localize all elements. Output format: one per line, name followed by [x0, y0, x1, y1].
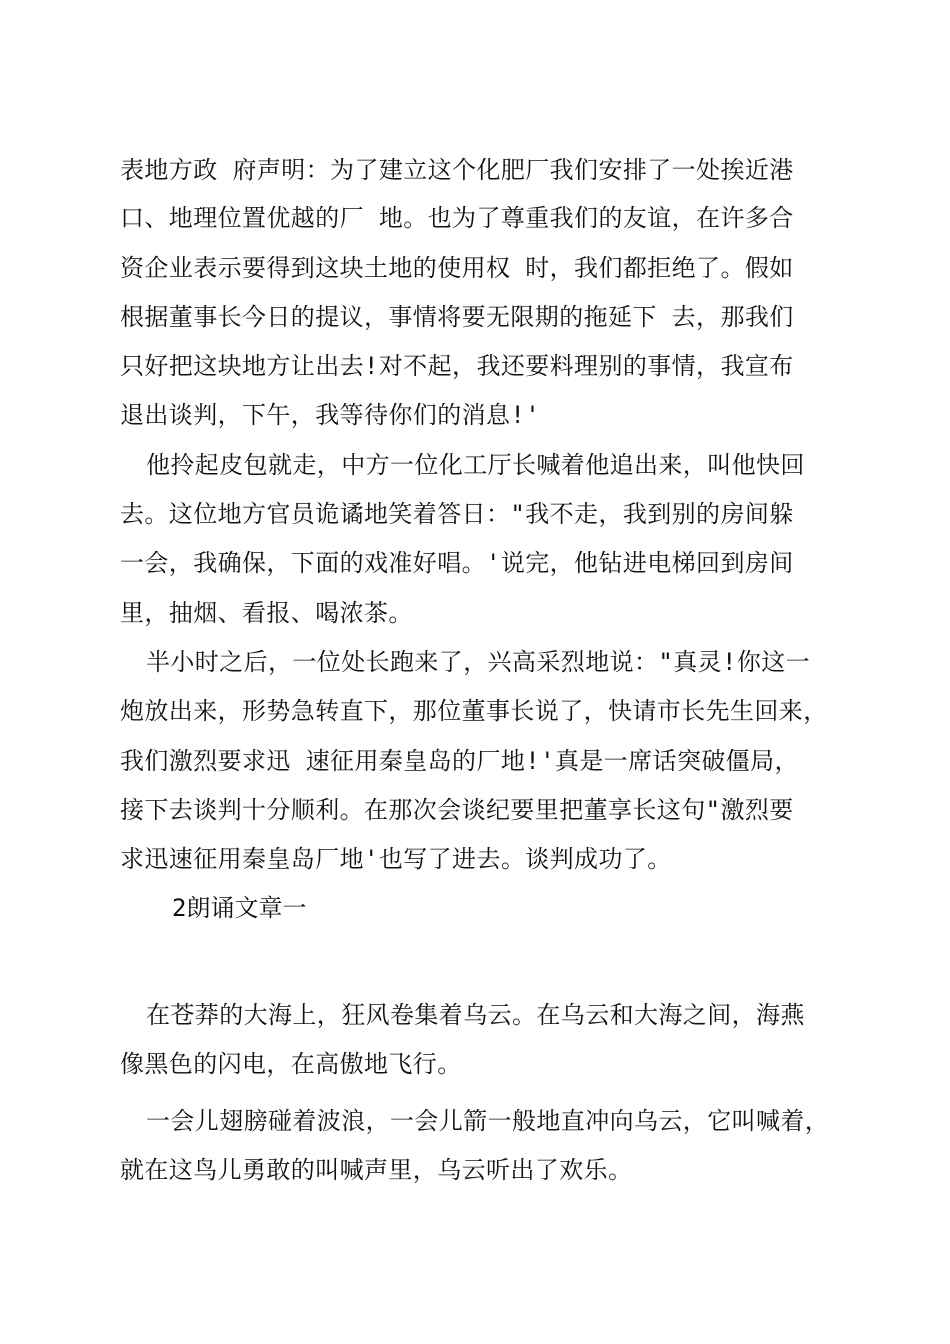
- text-line: 求迅速征用秦皇岛厂地'也写了进去。谈判成功了。: [120, 845, 672, 873]
- text-line: 根据董事长今日的提议，事情将要无限期的拖延下 去，那我们: [120, 303, 794, 331]
- text-line: 口、地理位置优越的厂 地。也为了尊重我们的友谊，在许多合: [120, 204, 794, 232]
- text-line: 里，抽烟、看报、喝浓茶。: [120, 599, 413, 627]
- text-line: 表地方政 府声明：为了建立这个化肥厂我们安排了一处挨近港: [120, 156, 794, 184]
- text-line: 像黑色的闪电，在高傲地飞行。: [120, 1050, 462, 1078]
- text-line: 去。这位地方官员诡谲地笑着答日："我不走，我到别的房间躲: [120, 500, 794, 528]
- text-line: 他拎起皮包就走，中方一位化工厅长喊着他追出来，叫他快回: [146, 451, 805, 479]
- section-heading: 2朗诵文章一: [172, 894, 307, 922]
- text-line: 接下去谈判十分顺利。在那次会谈纪要里把董享长这句"激烈要: [120, 796, 794, 824]
- text-line: 半小时之后，一位处长跑来了，兴高采烈地说："真灵!你这一: [146, 648, 811, 676]
- text-line: 只好把这块地方让出去!对不起，我还要料理别的事情，我宣布: [120, 352, 794, 380]
- text-line: 炮放出来，形势急转直下，那位董事长说了，快请市长先生回来，: [120, 697, 828, 725]
- text-line: 我们激烈要求迅 速征用秦皇岛的厂地!'真是一席话突破僵局，: [120, 747, 799, 775]
- text-line: 资企业表示要得到这块土地的使用权 时，我们都拒绝了。假如: [120, 254, 794, 282]
- text-line: 就在这鸟儿勇敢的叫喊声里，乌云听出了欢乐。: [120, 1156, 633, 1184]
- text-line: 退出谈判，下午，我等待你们的消息!': [120, 401, 541, 429]
- text-line: 在苍莽的大海上，狂风卷集着乌云。在乌云和大海之间，海燕: [146, 1001, 805, 1029]
- text-line: 一会，我确保，下面的戏准好唱。'说完，他钻进电梯回到房间: [120, 549, 794, 577]
- text-line: 一会儿翅膀碰着波浪，一会儿箭一般地直冲向乌云，它叫喊着，: [146, 1107, 830, 1135]
